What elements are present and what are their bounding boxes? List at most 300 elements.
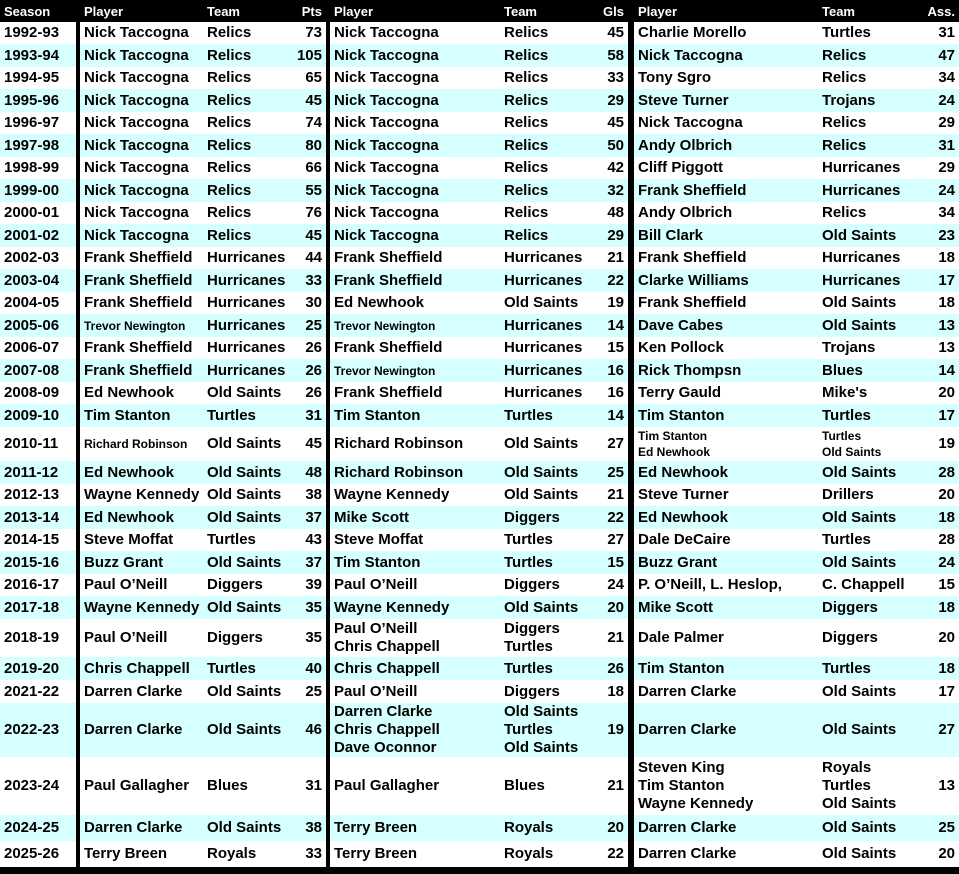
team-name: Relics xyxy=(207,114,252,131)
pts-value-cell: 65 xyxy=(296,67,326,89)
pts-team-cell xyxy=(203,551,296,574)
header-row xyxy=(0,0,959,22)
player-name: Chris Chappell xyxy=(334,659,440,677)
team-name: Turtles xyxy=(822,24,871,41)
team-name: Relics xyxy=(207,91,252,109)
pts-value-cell: 39 xyxy=(296,574,326,596)
ass-team-cell xyxy=(818,657,918,680)
pts-value-cell: 31 xyxy=(296,757,326,815)
player-name: Dale Palmer xyxy=(638,629,724,646)
pts-team-cell xyxy=(203,484,296,506)
pts-team-cell xyxy=(203,22,296,44)
season-cell: 2001-02 xyxy=(0,224,76,247)
gls-team-cell xyxy=(500,179,593,202)
table-row xyxy=(0,461,959,484)
team-name: Old Saints xyxy=(822,226,897,244)
player-name: Darren Clarke xyxy=(84,682,183,700)
ass-team-cell xyxy=(818,359,918,382)
ass-value-cell: 34 xyxy=(918,202,959,224)
team-name: Relics xyxy=(207,181,252,199)
season-cell: 2007-08 xyxy=(0,359,76,382)
pts-team-cell xyxy=(203,703,296,757)
ass-team-cell xyxy=(818,529,918,551)
team-name: Relics xyxy=(504,204,549,221)
table-row xyxy=(0,680,959,703)
player-name: Tim Stanton xyxy=(638,429,708,443)
ass-value-cell: 27 xyxy=(918,703,959,757)
gls-team-cell xyxy=(500,461,593,484)
season-cell: 1995-96 xyxy=(0,89,76,112)
team-name: Old Saints xyxy=(822,819,897,836)
team-name: Old Saints xyxy=(822,294,897,311)
gls-team-cell xyxy=(500,134,593,157)
table-body xyxy=(0,22,959,867)
player-name: Trevor Newington xyxy=(84,318,186,333)
ass-team-cell xyxy=(818,506,918,529)
player-name: Paul Gallagher xyxy=(84,777,190,794)
team-name: Diggers xyxy=(504,620,560,637)
gls-player-cell xyxy=(330,619,500,657)
pts-player-cell xyxy=(80,506,203,529)
team-name: Diggers xyxy=(207,629,263,646)
ass-value-cell: 20 xyxy=(918,841,959,867)
ass-value-cell: 18 xyxy=(918,292,959,314)
player-name: Frank Sheffield xyxy=(334,249,443,266)
player-name: Paul O’Neill xyxy=(334,682,418,700)
player-name: Buzz Grant xyxy=(638,553,718,571)
team-name: Old Saints xyxy=(504,463,579,481)
table-row xyxy=(0,67,959,89)
player-name: Dale DeCaire xyxy=(638,531,731,548)
gls-player-cell xyxy=(330,112,500,134)
team-name: Hurricanes xyxy=(822,159,901,176)
ass-team-cell xyxy=(818,841,918,867)
pts-value-cell: 37 xyxy=(296,506,326,529)
season-cell: 2003-04 xyxy=(0,269,76,292)
gls-value-cell: 45 xyxy=(593,22,628,44)
season-cell: 2019-20 xyxy=(0,657,76,680)
gls-value-cell: 24 xyxy=(593,574,628,596)
gls-player-cell xyxy=(330,292,500,314)
pts-value-cell: 66 xyxy=(296,157,326,179)
player-name: Steve Moffat xyxy=(334,531,424,548)
season-cell: 2002-03 xyxy=(0,247,76,269)
table-row xyxy=(0,574,959,596)
gls-team-cell xyxy=(500,757,593,815)
player-name: Steve Turner xyxy=(638,486,729,503)
player-name: Dave Oconnor xyxy=(334,739,437,756)
table-row xyxy=(0,247,959,269)
player-name: Richard Robinson xyxy=(84,437,188,451)
table-row xyxy=(0,619,959,657)
pts-player-cell xyxy=(80,427,203,461)
season-cell: 2013-14 xyxy=(0,506,76,529)
table-row xyxy=(0,382,959,404)
team-name: Turtles xyxy=(504,553,553,571)
pts-player-cell xyxy=(80,484,203,506)
team-name: Old Saints xyxy=(822,795,897,812)
gls-value-cell: 33 xyxy=(593,67,628,89)
team-name: Old Saints xyxy=(207,463,282,481)
ass-team-cell xyxy=(818,619,918,657)
ass-player-cell xyxy=(634,703,818,757)
team-name: Turtles xyxy=(504,721,553,738)
season-cell: 2017-18 xyxy=(0,596,76,619)
team-name: Old Saints xyxy=(504,435,579,452)
ass-player-cell xyxy=(634,67,818,89)
pts-value-cell: 26 xyxy=(296,359,326,382)
gls-player-cell xyxy=(330,202,500,224)
gls-value-cell: 25 xyxy=(593,461,628,484)
season-cell: 2023-24 xyxy=(0,757,76,815)
gls-player-cell xyxy=(330,551,500,574)
pts-player-cell xyxy=(80,404,203,427)
ass-player-cell xyxy=(634,22,818,44)
pts-value-cell: 26 xyxy=(296,382,326,404)
ass-player-cell xyxy=(634,247,818,269)
pts-player-cell xyxy=(80,67,203,89)
player-name: Terry Gauld xyxy=(638,384,722,401)
pts-player-cell xyxy=(80,841,203,867)
player-name: Nick Taccogna xyxy=(334,69,439,86)
table-row xyxy=(0,179,959,202)
ass-player-cell xyxy=(634,89,818,112)
team-name: Old Saints xyxy=(207,508,282,526)
table-row xyxy=(0,89,959,112)
team-name: Old Saints xyxy=(207,435,282,452)
player-name: Darren Clarke xyxy=(638,682,737,700)
season-cell: 2009-10 xyxy=(0,404,76,427)
pts-team-cell xyxy=(203,112,296,134)
ass-player-cell xyxy=(634,134,818,157)
ass-value-cell: 17 xyxy=(918,680,959,703)
ass-value-cell: 13 xyxy=(918,314,959,337)
player-name: Paul O’Neill xyxy=(84,576,168,593)
ass-team-cell xyxy=(818,224,918,247)
player-name: Frank Sheffield xyxy=(638,181,747,199)
player-name: Darren Clarke xyxy=(334,703,433,720)
ass-team-cell xyxy=(818,247,918,269)
pts-team-cell xyxy=(203,179,296,202)
header-gls-team: Team xyxy=(500,0,593,22)
team-name: Old Saints xyxy=(207,384,282,401)
team-name: Hurricanes xyxy=(822,249,901,266)
gls-player-cell xyxy=(330,382,500,404)
player-name: Steven King xyxy=(638,759,725,776)
ass-player-cell xyxy=(634,202,818,224)
pts-value-cell: 45 xyxy=(296,224,326,247)
player-name: Nick Taccogna xyxy=(84,69,189,86)
gls-team-cell xyxy=(500,506,593,529)
ass-team-cell xyxy=(818,427,918,461)
player-name: Nick Taccogna xyxy=(84,204,189,221)
season-cell: 1996-97 xyxy=(0,112,76,134)
team-name: Relics xyxy=(504,46,549,64)
player-name: Darren Clarke xyxy=(84,721,183,738)
player-name: Darren Clarke xyxy=(638,819,737,836)
table-row xyxy=(0,815,959,841)
player-name: Ed Newhook xyxy=(84,384,175,401)
player-name: Nick Taccogna xyxy=(84,136,189,154)
team-name: Old Saints xyxy=(822,845,897,862)
player-name: Wayne Kennedy xyxy=(84,598,200,616)
header-gls: Gls xyxy=(593,0,628,22)
player-name: Paul O’Neill xyxy=(334,620,418,637)
pts-value-cell: 31 xyxy=(296,404,326,427)
gls-team-cell xyxy=(500,404,593,427)
player-name: Wayne Kennedy xyxy=(334,598,450,616)
player-name: Frank Sheffield xyxy=(84,249,193,266)
gls-team-cell xyxy=(500,89,593,112)
ass-value-cell: 47 xyxy=(918,44,959,67)
team-name: Hurricanes xyxy=(207,339,286,356)
team-name: Old Saints xyxy=(207,682,282,700)
pts-team-cell xyxy=(203,529,296,551)
gls-value-cell: 19 xyxy=(593,292,628,314)
gls-team-cell xyxy=(500,112,593,134)
ass-team-cell xyxy=(818,461,918,484)
pts-team-cell xyxy=(203,815,296,841)
table-row xyxy=(0,529,959,551)
gls-player-cell xyxy=(330,224,500,247)
gls-player-cell xyxy=(330,703,500,757)
team-name: Relics xyxy=(504,24,549,41)
ass-player-cell xyxy=(634,157,818,179)
ass-value-cell: 29 xyxy=(918,157,959,179)
team-name: Hurricanes xyxy=(504,316,583,334)
pts-value-cell: 40 xyxy=(296,657,326,680)
season-cell: 1997-98 xyxy=(0,134,76,157)
ass-value-cell: 25 xyxy=(918,815,959,841)
player-name: Tim Stanton xyxy=(334,553,421,571)
pts-player-cell xyxy=(80,815,203,841)
team-name: Hurricanes xyxy=(504,249,583,266)
player-name: Wayne Kennedy xyxy=(84,486,200,503)
ass-team-cell xyxy=(818,134,918,157)
team-name: Turtles xyxy=(822,429,862,443)
team-name: Hurricanes xyxy=(504,384,583,401)
pts-value-cell: 30 xyxy=(296,292,326,314)
table-row xyxy=(0,112,959,134)
player-name: Nick Taccogna xyxy=(334,46,439,64)
table-row xyxy=(0,157,959,179)
player-name: Nick Taccogna xyxy=(334,114,439,131)
pts-team-cell xyxy=(203,506,296,529)
team-name: Hurricanes xyxy=(822,181,901,199)
player-name: Nick Taccogna xyxy=(334,204,439,221)
pts-player-cell xyxy=(80,461,203,484)
ass-value-cell: 19 xyxy=(918,427,959,461)
gls-player-cell xyxy=(330,89,500,112)
player-name: Steve Turner xyxy=(638,91,729,109)
gls-value-cell: 21 xyxy=(593,247,628,269)
team-name: Relics xyxy=(207,159,252,176)
gls-value-cell: 26 xyxy=(593,657,628,680)
header-pts: Pts xyxy=(296,0,326,22)
gls-value-cell: 21 xyxy=(593,484,628,506)
team-name: Relics xyxy=(207,136,252,154)
ass-value-cell: 18 xyxy=(918,247,959,269)
team-name: Turtles xyxy=(822,777,871,794)
gls-team-cell xyxy=(500,202,593,224)
team-name: Old Saints xyxy=(822,316,897,334)
player-name: Nick Taccogna xyxy=(84,46,189,64)
gls-player-cell xyxy=(330,815,500,841)
pts-value-cell: 43 xyxy=(296,529,326,551)
gls-player-cell xyxy=(330,157,500,179)
pts-team-cell xyxy=(203,269,296,292)
player-name: Nick Taccogna xyxy=(84,114,189,131)
gls-team-cell xyxy=(500,657,593,680)
pts-player-cell xyxy=(80,359,203,382)
pts-team-cell xyxy=(203,657,296,680)
gls-player-cell xyxy=(330,337,500,359)
player-name: Paul Gallagher xyxy=(334,777,440,794)
team-name: Royals xyxy=(207,845,257,862)
gls-value-cell: 16 xyxy=(593,382,628,404)
team-name: Diggers xyxy=(822,629,878,646)
player-name: Frank Sheffield xyxy=(84,294,193,311)
gls-team-cell xyxy=(500,44,593,67)
ass-player-cell xyxy=(634,574,818,596)
team-name: Drillers xyxy=(822,486,874,503)
ass-player-cell xyxy=(634,292,818,314)
pts-player-cell xyxy=(80,202,203,224)
gls-value-cell: 22 xyxy=(593,841,628,867)
season-cell: 2022-23 xyxy=(0,703,76,757)
header-pts-player: Player xyxy=(80,0,203,22)
team-name: Relics xyxy=(504,159,549,176)
player-name: Frank Sheffield xyxy=(638,294,747,311)
gls-player-cell xyxy=(330,314,500,337)
gls-value-cell: 45 xyxy=(593,112,628,134)
ass-value-cell: 28 xyxy=(918,461,959,484)
team-name: Old Saints xyxy=(207,721,282,738)
pts-value-cell: 105 xyxy=(296,44,326,67)
ass-team-cell xyxy=(818,269,918,292)
table-row xyxy=(0,596,959,619)
gls-value-cell: 21 xyxy=(593,619,628,657)
team-name: Relics xyxy=(207,46,252,64)
gls-value-cell: 58 xyxy=(593,44,628,67)
team-name: Turtles xyxy=(822,406,871,424)
team-name: Old Saints xyxy=(822,445,882,459)
pts-team-cell xyxy=(203,67,296,89)
player-name: Darren Clarke xyxy=(84,819,183,836)
ass-player-cell xyxy=(634,224,818,247)
pts-player-cell xyxy=(80,89,203,112)
table-row xyxy=(0,337,959,359)
table-row xyxy=(0,757,959,815)
season-cell: 1992-93 xyxy=(0,22,76,44)
pts-player-cell xyxy=(80,337,203,359)
team-name: Trojans xyxy=(822,91,876,109)
player-name: Andy Olbrich xyxy=(638,204,733,221)
gls-value-cell: 20 xyxy=(593,596,628,619)
gls-value-cell: 16 xyxy=(593,359,628,382)
pts-team-cell xyxy=(203,461,296,484)
team-name: Old Saints xyxy=(504,598,579,616)
player-name: Bill Clark xyxy=(638,226,704,244)
pts-player-cell xyxy=(80,551,203,574)
player-name: Andy Olbrich xyxy=(638,136,733,154)
pts-player-cell xyxy=(80,224,203,247)
team-name: Turtles xyxy=(207,659,256,677)
ass-team-cell xyxy=(818,202,918,224)
season-cell: 2006-07 xyxy=(0,337,76,359)
ass-value-cell: 17 xyxy=(918,404,959,427)
player-name: Frank Sheffield xyxy=(638,249,747,266)
gls-team-cell xyxy=(500,815,593,841)
ass-player-cell xyxy=(634,484,818,506)
table-row xyxy=(0,44,959,67)
ass-player-cell xyxy=(634,680,818,703)
player-name: Nick Taccogna xyxy=(84,24,189,41)
ass-value-cell: 18 xyxy=(918,506,959,529)
table-row xyxy=(0,404,959,427)
season-cell: 2014-15 xyxy=(0,529,76,551)
player-name: Trevor Newington xyxy=(334,363,436,378)
pts-value-cell: 55 xyxy=(296,179,326,202)
pts-player-cell xyxy=(80,657,203,680)
team-name: Royals xyxy=(504,845,554,862)
player-name: Nick Taccogna xyxy=(84,181,189,199)
pts-value-cell: 44 xyxy=(296,247,326,269)
pts-player-cell xyxy=(80,112,203,134)
ass-value-cell: 20 xyxy=(918,484,959,506)
team-name: Royals xyxy=(822,759,872,776)
team-name: Old Saints xyxy=(822,682,897,700)
pts-team-cell xyxy=(203,574,296,596)
gls-value-cell: 50 xyxy=(593,134,628,157)
gls-team-cell xyxy=(500,314,593,337)
pts-value-cell: 37 xyxy=(296,551,326,574)
ass-value-cell: 14 xyxy=(918,359,959,382)
ass-value-cell: 34 xyxy=(918,67,959,89)
team-name: Mike's xyxy=(822,384,868,401)
gls-value-cell: 42 xyxy=(593,157,628,179)
pts-value-cell: 45 xyxy=(296,89,326,112)
player-name: Chris Chappell xyxy=(334,638,440,655)
ass-team-cell xyxy=(818,112,918,134)
pts-team-cell xyxy=(203,134,296,157)
pts-value-cell: 76 xyxy=(296,202,326,224)
team-name: Hurricanes xyxy=(207,361,286,379)
team-name: Old Saints xyxy=(822,508,897,526)
player-name: Tim Stanton xyxy=(638,777,725,794)
team-name: Old Saints xyxy=(504,294,579,311)
table-row xyxy=(0,134,959,157)
player-name: Nick Taccogna xyxy=(84,226,189,244)
season-cell: 2024-25 xyxy=(0,815,76,841)
team-name: Relics xyxy=(207,69,252,86)
gls-team-cell xyxy=(500,337,593,359)
gls-player-cell xyxy=(330,247,500,269)
ass-value-cell: 13 xyxy=(918,337,959,359)
gls-player-cell xyxy=(330,484,500,506)
ass-player-cell xyxy=(634,112,818,134)
gls-value-cell: 14 xyxy=(593,314,628,337)
team-name: Diggers xyxy=(504,508,560,526)
pts-player-cell xyxy=(80,292,203,314)
player-name: Clarke Williams xyxy=(638,271,749,289)
player-name: Nick Taccogna xyxy=(334,181,439,199)
gls-team-cell xyxy=(500,619,593,657)
team-name: Old Saints xyxy=(207,486,282,503)
pts-team-cell xyxy=(203,157,296,179)
player-name: Steve Moffat xyxy=(84,531,174,548)
pts-value-cell: 33 xyxy=(296,841,326,867)
